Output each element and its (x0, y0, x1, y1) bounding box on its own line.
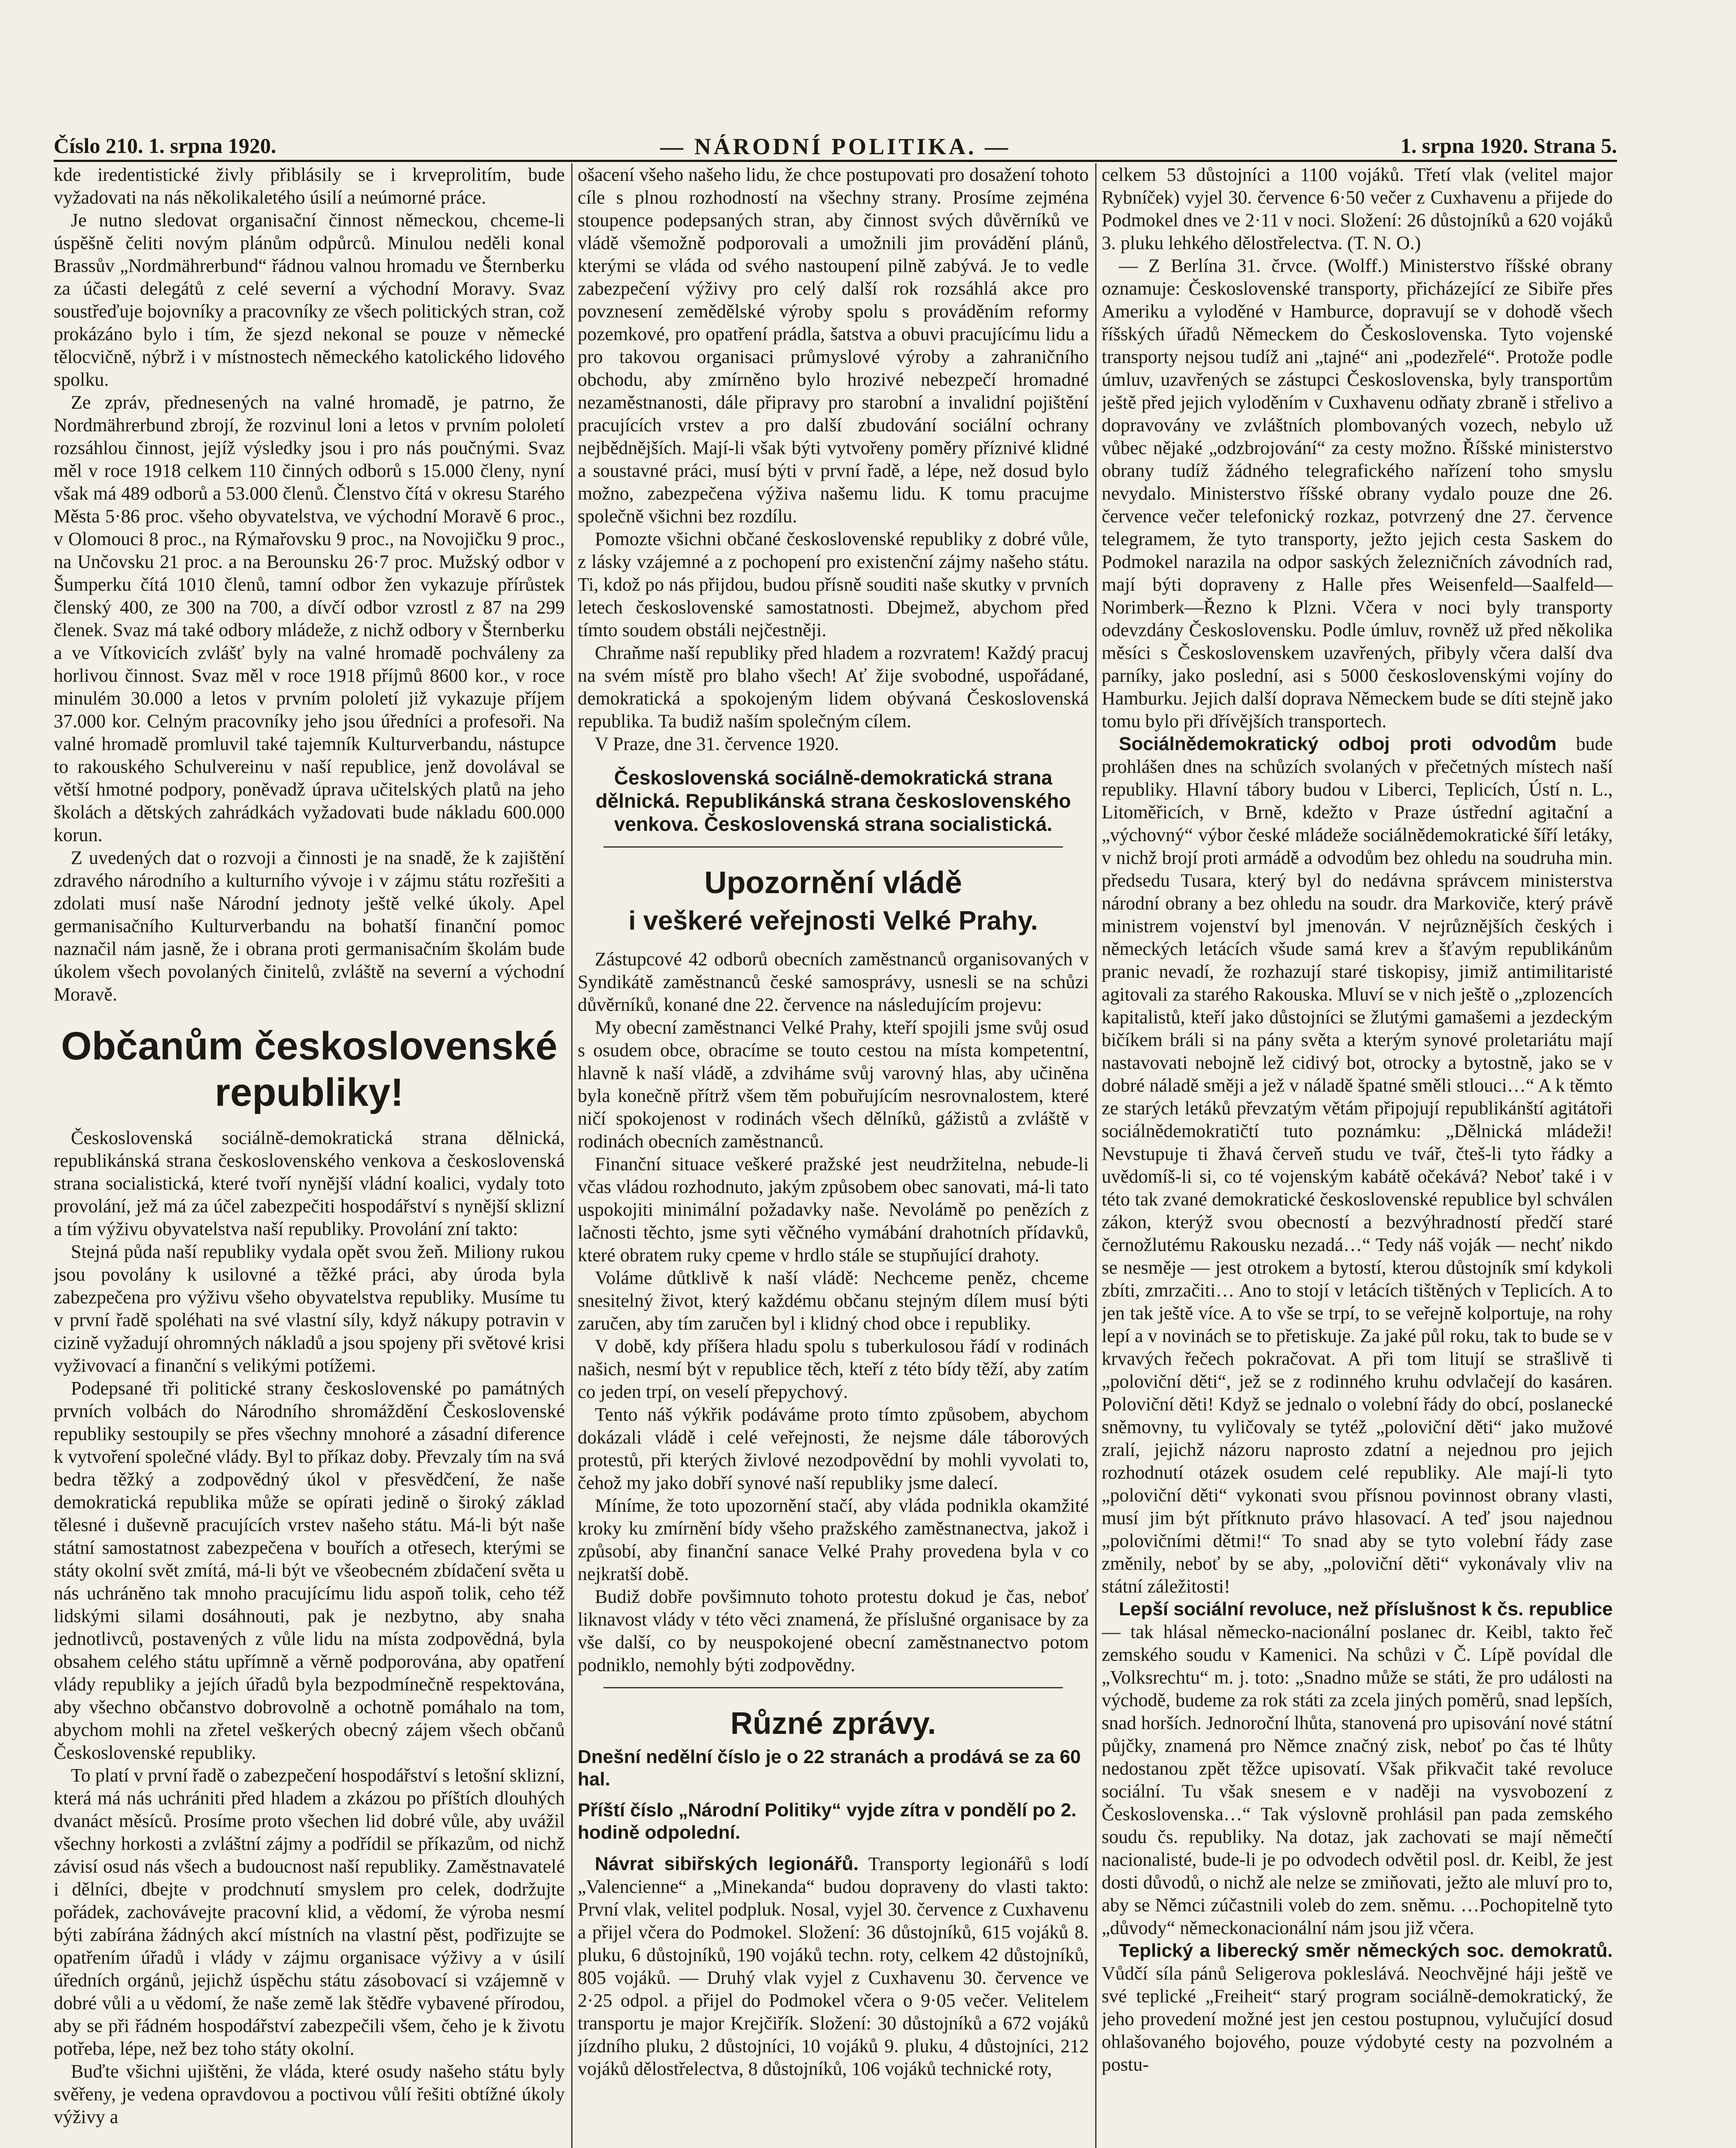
issue-number: Číslo 210. 1. srpna 1920. (54, 134, 277, 158)
page-number: 1. srpna 1920. Strana 5. (1400, 134, 1617, 158)
signatories: Československá sociálně-demokratická strana dělnická. Republikánská strana československého venkova. Československá strana socialistická. (595, 766, 1071, 835)
article-paragraph: To platí v první řadě o zabezpečení hospodářství s letošní sklizní, která má nás uchrániti před hladem a zkázou po příštích dlouhých dvanáct měsíců. Prosíme proto všechen lid dobré vůle, aby uvážil všechny horkosti a zvláštní zájmy a podřídil se příkazům, od nichž závisí osud nás všech a budoucnost naší republiky. Zaměstnavatelé i dělníci, dbejte v prodchnutí smyslem pro celek, dodržujte pořádek, zachovávejte pracovní klid, a vědomí, že výroba nesmí býti zabírána žádných akcí místních na vlastní pěst, podřizujte se opatřením úřadů i vlády v zájmu organisace výživy a v úsilí úředních orgánů, jejichž úspěchu státu zásobovací si vzájemně v dobré vůli a u vědomí, že naše země lak štědře vybavené přírodou, aby se při řádném hospodářství zabezpečili všem, čeho je k životu potřeba, lépe, než bez toho státy okolní. (54, 1765, 565, 2059)
news-lead: Návrat sibiřských legionářů. (595, 1853, 859, 1874)
article-paragraph: Finanční situace veškeré pražské jest neudržitelna, nebude-li včas vládou rozhodnuto, jakým způsobem obec sanovati, má-li tato uspokojiti minimální požadavky naše. Nevolámě po penězích z lačnosti těchto, jsme syti věčného vymábání drahotních přídavků, které obratem ruky cpeme v hrdlo stále se stupňující drahoty. (578, 1153, 1089, 1266)
article-paragraph: Je nutno sledovat organisační činnost německou, chceme-li úspěšně čeliti novým plánům odpůrců. Minulou neděli konal Brassův „Nordmährerbund“ řádnou valnou hromadu ve Šternberku za účasti delegátů z celé severní a východní Moravy. Svaz soustřeďuje bojovníky a pracovníky ze všech politických stran, což prokázáno bylo i tím, že sjezd nekonal se pouze v německé tělocvičně, nýbrž i v místnostech německého katolického lidového spolku. (54, 210, 565, 390)
news-lead: Teplický a liberecký směr německých soc. demokratů. (1119, 1940, 1613, 1961)
column-divider-1 (571, 163, 573, 2148)
news-item (1102, 1939, 1613, 2076)
article-paragraph: Československá sociálně-demokratická strana dělnická, republikánská strana československého venkova a československá strana socialistická, které tvoří nynější vládní koalici, vydaly toto provolání, jež má za účel zabezpečiti hospodářství s nynější sklizní a tím výživu obyvatelstva naší republiky. Provolání zní takto: (54, 1127, 565, 1239)
news-item (1102, 1598, 1613, 1939)
header-rule (54, 160, 1617, 162)
subheadline-public-of-prague: i veškeré veřejnosti Velké Prahy. (628, 906, 1038, 936)
notice-next-issue: Příští číslo „Národní Politiky“ vyjde zítra v pondělí po 2. hodině odpolední. (578, 1800, 1077, 1843)
article-paragraph: Zástupcové 42 odborů obecních zaměstnanců organisovaných v Syndikátě zaměstnanců české samosprávy, usnesli se na schůzi důvěrníků, konané dne 22. července na následujícím projevu: (578, 949, 1089, 1015)
headline-warning-to-government: Upozornění vládě (704, 866, 962, 900)
headline-call-to-citizens: Občanům československé republiky! (61, 1024, 557, 1114)
article-paragraph: Stejná půda naší republiky vydala opět svou žeň. Miliony rukou jsou povolány k usilovné a těžké práci, aby úroda byla zabezpečena pro výživu všeho obyvatelstva republiky. Musíme tu v první řadě spoléhati na své vlastní síly, když nákupy potravin v cizině vyžadují ohromných nákladů a jsou spojeny při světové krisi vyživovací a finanční s velikými potížemi. (54, 1241, 565, 1376)
article-paragraph: ošacení všeho našeho lidu, že chce postupovati pro dosažení tohoto cíle s plnou rozhodností na všechny strany. Prosíme zejména stoupence podepsaných stran, aby činnost svých důvěrníků ve vládě všemožně podporovali a umožnili jim provádění plánů, kterými se vláda od svého nastoupení pilně zabývá. Je to vedle zabezpečení výživy pro celý další rok rozsáhlá akce pro povznesení zemědělské výroby spolu s prováděním reformy pozemkové, pro opatření prádla, šatstva a obuvi pracujícímu lidu a pro takovou organisaci průmyslové výroby a zahraničního obchodu, aby zmírněno bylo hrozivé nebezpečí hromadné nezaměstnanosti, dále připravy pro starobní a invalidní pojištění pracujících vrstev a pro další zbudování sociální ochrany nejbědnějších. Mají-li však býti vytvořeny poměry příznivé klidné a soustavné práci, musí býti v první řadě, a lépe, než dosud bylo možno, zabezpečena výživa našemu lidu. K tomu pracujme společně všichni bez rozdílu. (578, 164, 1089, 527)
news-body: — tak hlásal německo-nacionální poslanec dr. Keibl, takto řeč zemského soudu v Kamenici. Na schůzi v Č. Lípě povídal dle „Volksrechtu“ m. j. toto: „Snadno může se státi, že pro události na východě, budeme za rok státi za zcela jiných poměrů, snad lepších, snad horších. Jednoroční lhůta, stanovená pro upisování nové státní půjčky, znamená pro Němce značný zisk, neboť po čas té lhůty nedostanou zpět těžce upisovatí. Však přikvačit také revoluce sociální. Tu však snesem e v naději na vysvobození z Československa…“ Tak výslovně prohlásil pan pada zemského soudu čs. republiky. Na dotaz, jak zachovati se mají němečtí nacionalisté, bude-li je po odvodech odvětil posl. dr. Keibl, že jest dosti důvodů, o nichž ale nelze se zmiňovati, ježto ale mluví pro to, aby se Němci zúčastnili voleb do zem. sněmu. …Pochopitelně tyto „důvody“ německonacionální nám jsou již včera. (1102, 1621, 1613, 1938)
column-2 (578, 163, 1089, 2148)
article-paragraph: celkem 53 důstojníci a 1100 vojáků. Třetí vlak (velitel major Rybníček) vyjel 30. července 6·50 večer z Cuxhavenu a přijede do Podmokel dnes ve 2·11 v noci. Složení: 26 důstojníků a 620 vojáků 3. pluku lehkého dělostřelectva. (T. N. O.) (1102, 164, 1613, 253)
dateline: V Praze, dne 31. července 1920. (595, 733, 839, 754)
news-lead: Sociálnědemokratický odboj proti odvodům (1119, 733, 1557, 754)
article-paragraph: Z uvedených dat o rozvoji a činnosti je na snadě, že k zajištění zdravého národního a kulturního vývoje i v zájmu státu rozřešiti a zdolati musí naše Národní jednoty ještě velké úkoly. Apel germanisačního Kulturverbandu na bohatší finanční pomoc naznačil nám jasně, že i obrana proti germanisačním školám bude úkolem všech povolaných činitelů, zvláště na severní a východní Moravě. (54, 847, 565, 1005)
article-paragraph: Buďte všichni ujištěni, že vláda, které osudy našeho státu byly svěřeny, je vedena opravdovou a poctivou vůlí řešiti obtížné úkoly výživy a (54, 2061, 565, 2127)
article-paragraph: V době, kdy příšera hladu spolu s tuberkulosou řádí v rodinách našich, nesmí být v republice těch, kteří z této bídy těží, aby zatím co jeden trpí, on veselí přepychový. (578, 1336, 1089, 1402)
article-paragraph: Voláme důtklivě k naší vládě: Nechceme peněz, chceme snesitelný život, který každému občanu stejným dílem musí býti zaručen, aby tím zaručen byl i klidný chod obce i republiky. (578, 1267, 1089, 1334)
section-divider (603, 1687, 1063, 1688)
news-item (1102, 732, 1613, 1598)
article-paragraph: Míníme, že toto upozornění stačí, aby vláda podnikla okamžité kroky ku zmírnění bídy všeho pražského zaměstnanectva, jakož i způsobí, aby finanční sanace Velké Prahy provedena byla v co nejkratší době. (578, 1495, 1089, 1584)
headline-various-news: Různé zprávy. (730, 1706, 936, 1741)
article-paragraph: — Z Berlína 31. črvce. (Wolff.) Ministerstvo říšské obrany oznamuje: Československé transporty, přicházející ze Sibiře přes Ameriku a vyloděné v Hamburce, dopravují se v dohodě všech říšských úřadů Německem do Československa. Tyto vojenské transporty nejsou tudíž ani „tajné“ ani „podezřelé“. Protože podle úmluv, uzavřených se zástupci Československa, byly transportům ještě před jejich vyloděním v Cuxhavenu odňaty zbraně i střelivo a dopravovány ve zvláštních plombovaných vozech, nebylo už vůbec nějaké „odzbrojování“ za cesty možno. Říšské ministerstvo obrany tudíž žádného telegrafického nařízení toho smyslu nevydalo. Ministerstvo říšské obrany vydalo pouze dne 26. července večer telefonický rozkaz, potvrzený dne 27. července telegramem, že tyto transporty, ježto jejich cesta Saskem do Podmokel narazila na odpor saských železničních závodních rad, mají býti dopraveny z Halle přes Weisenfeld—Saalfeld—Norimberk—Řezno k Plzni. Včera v noci byly transporty odevzdány Československu. Podle úmluv, rovněž už před několika měsíci s Československem uzavřených, přibyly včera další dva parníky, jako poslední, asi s 5000 československými vojíny do Hamburku. Jejich další doprava Německem bude se díti stejně jako tomu bylo při dřívějších transportech. (1102, 255, 1613, 732)
article-paragraph: kde iredentistické živly přiblásily se i krveprolitím, bude vyžadovati na nás několikaletého úsilí a neúmorné práce. (54, 164, 565, 208)
news-body: Transporty legionářů s lodí „Valencienne“ a „Minekanda“ budou dopraveny do vlasti takto: První vlak, velitel podpluk. Nosal, vyjel 30. července z Cuxhavenu a přijel včera do Podmokel. Složení: 36 důstojníků, 615 vojáků 8. pluku, 6 důstojníků, 190 vojáků techn. roty, celkem 42 důstojníků, 805 vojáků. — Druhý vlak vyjel z Cuxhavenu 30. července ve 2·25 odpol. a přijel do Podmokel včera o 9·05 večer. Velitelem transportu je major Krejčiřík. Složení: 30 důstojníků a 672 vojáků jízdního pluku, 2 důstojníci, 10 vojáků 9. pluku, 4 důstojníci, 212 vojáků dělostřelectva, 8 důstojníků, 106 vojáků technické roty, (578, 1853, 1089, 2079)
article-paragraph: Podepsané tři politické strany československé po památných prvních volbách do Národního shromáždění Československé republiky sestoupily se přes všechny mnohoré a zásadní diference k vytvoření společné vlády. Byl to příkaz doby. Převzaly tím na svá bedra těžký a zodpovědný úkol v přesvědčení, že naše demokratická republika může se opírati jedině o široký základ tělesné i duševně pracujících vrstev našeho státu. Má-li být naše státní samostatnost zabezpečena v bouřích a otřesech, kterými se státy okolní svět zmítá, má-li být ve všeobecném zbídačení světa u nás uchráněno tak mnoho pracujícímu lidu aspoň tolik, ceho též lidskými silami dosáhnouti, pak je nezbytno, aby snaha jednotlivců, postavených z vůle lidu na místa zodpovědná, byla obsahem celého státu upřímně a věrně podporována, aby opatření vlády republiky a jejích úřadů byla bezpodmínečně respektována, aby všechno občanstvo dobrovolně a ochotně pomáhalo na tom, abychom mohli na zřetel veškerých obecný zájem všech občanů Československé republiky. (54, 1378, 565, 1763)
page-header (54, 133, 1617, 159)
news-item (578, 1852, 1089, 2080)
news-body: bude prohlášen dnes na schůzích svolaných v přečetných místech naší republiky. Hlavní tábory budou v Liberci, Teplicích, Ústí n. L., Litoměřicích, v Brně, kdežto v Praze ústřední agitační a „výchovný“ výbor české mládeže sociálnědemokratické šíří letáky, v nichž brojí proti armádě a odvodům bez ohledu na soudruha min. předsedu Tusara, který byl do nedávna správcem ministerstva národní obrany a bez ohledu na soudr. dra Markoviče, který právě ministrem vojenství byl jmenován. V nejrůznějších českých i německých letácích všude samá krev a šťavým republikánům pranic nevadí, že rozhazují staré tiskopisy, jimiž antimilitaristé agitovali za starého Rakouska. Mluví se v nich ještě o „zplozencích kapitalistů, kteří jako důstojníci se žlutými gamašemi a jezdeckým bičíkem bráli si na pány světa a kterým synové proletariátu mají nastavovati nebojně lež cidivý bot, otrocky a bytostně, jako se v dobré náladě směji a jež v náladě špatné směli stlouci…“ A k těmto ze starých letáků převzatým větám připojují republikánští agitátoři sociálnědemokratičtí tuto poznámku: „Dělnická mládeži! Nevstupuje ti žhavá červeň studu ve tvář, čteš-li tyto řádky a uvědomíš-li si, co té vojenským kabátě očekává? Neboť také i v této tak zvané demokratické československé republice byl schválen zákon, kterýž svou obecností a bezvýhradností předčí staré černožlutému Rakousku nezadá…“ Tedy náš voják — nechť nikdo se nesměje — jest otrokem a bytostí, kterou důstojník smí kdykoli zbíti, zmrzačiti… Ano to stojí v letácích tištěných v Teplicích. A to jen tak ještě více. A to vše se trpí, to se veřejně kolportuje, na rohy lepí a v novinách se to přetiskuje. Za jaké půl roku, tak to bude se v krvavých řečech pokračovat. A při tom litují se strašlivě ti „poloviční děti“, jež se z rodinného kruhu odvlačejí do kasáren. Poloviční děti! Když se jednalo o volební řády do obcí, poslanecké sněmovny, tu vyličovaly se tytéž „poloviční děti“ jako mužové zralí, jejichž názoru naprosto zdatní a nejednou pro jejich rozhodnutí otázek osudem celé republiky. Ale mají-li tyto „poloviční děti“ vykonati svou přísnou povinnost obrany vlasti, musí jim být přítknuto právo hlasovací. A teď jsou najednou „polovičními dětmi!“ To snad aby se tyto volební řády zase změnily, neboť by se aby, „poloviční děti“ vykonávaly vliv na státní záležitosti! (1102, 733, 1613, 1597)
section-divider (603, 846, 1063, 848)
article-paragraph: My obecní zaměstnanci Velké Prahy, kteří spojili jsme svůj osud s osudem obce, obracíme se touto cestou na místa kompetentní, hlavně k naší vládě, a zdviháme svůj varovný hlas, aby učiněna byla konečně přítrž všem těm pobuřujícím nesrovnalostem, které ničí spokojenost v rodinách všech dělníků, gážistů a zvláště v rodinách obecních zaměstnanců. (578, 1017, 1089, 1152)
news-body: Vůdčí síla pánů Seligerova pokleslává. Neochvějné háji ještě ve své teplické „Freiheit“ starý program sociálně-demokratický, že jeho provedení možné jest jen cestou postupnou, vylučující dosud ohlašovaného bojového, pouze výdobyté cesty na pozvolném a postu- (1102, 1963, 1613, 2075)
notice-sunday-issue: Dnešní nedělní číslo je o 22 stranách a prodává se za 60 hal. (578, 1746, 1081, 1790)
column-1 (54, 163, 565, 2148)
column-3 (1102, 163, 1613, 2148)
news-lead: Lepší sociální revoluce, než příslušnost k čs. republice (1119, 1599, 1613, 1620)
article-paragraph: Chraňme naší republiky před hladem a rozvratem! Každý pracuj na svém místě pro blaho všech! Ať žije svobodné, uspořádané, demokratická a spokojeným lidem obývaná Československá republika. Ta budiž naším společným cílem. (578, 642, 1089, 732)
article-paragraph: Tento náš výkřik podáváme proto tímto způsobem, abychom dokázali vládě i celé veřejnosti, že nejsme dále táborových protestů, při kterých živlové nezodpovědní by mohli vyvolati to, čehož my jako dobří synové naší republiky jsme dalecí. (578, 1404, 1089, 1493)
masthead-title: — NÁRODNÍ POLITIKA. — (660, 134, 1011, 159)
article-paragraph: Pomozte všichni občané československé republiky z dobré vůle, z lásky vzájemné a z pochopení pro existenční zájmy našeho státu. Ti, kdož po nás přijdou, budou přísně souditi naše skutky v prvních letech československé samostatnosti. Dbejmež, abychom před tímto soudem obstáli nejčestněji. (578, 528, 1089, 641)
column-divider-2 (1095, 163, 1096, 2148)
article-paragraph: Budiž dobře povšimnuto tohoto protestu dokud je čas, neboť liknavost vlády v této věci znamená, že příslušné organisace by za vše další, co by neuspokojené obecní zaměstnanectvo potom podniklo, nemohly býti zodpovědny. (578, 1586, 1089, 1675)
article-paragraph: Ze zpráv, přednesených na valné hromadě, je patrno, že Nordmährerbund zbrojí, že rozvinul loni a letos v prvním pololetí rozsáhlou činnost, jejíž výsledky jsou i pro nás poučnými. Svaz měl v roce 1918 celkem 110 činných odborů s 15.000 členy, nyní však má 489 odborů a 53.000 členů. Členstvo čítá v okresu Starého Města 5·86 proc. všeho obyvatelstva, ve východní Moravě 6 proc., v Olomouci 8 proc., na Rýmařovsku 9 proc., na Novojičku 9 proc., na Unčovsku 21 proc. a na Berounsku 26·7 proc. Mužský odbor v Šumperku čítá 1010 členů, tamní odbor žen vykazuje přírůstek členský 400, ze 300 na 700, a dívčí odbor vzrostl z 87 na 299 členek. Svaz má také odbory mládeže, z nichž odbory v Šternberku a ve Vítkovicích zvlášť byly na valné hromadě pochváleny za horlivou činnost. Svaz měl v roce 1918 příjmů 8600 kor., v roce minulém 30.000 a letos v prvním pololetí již vykazuje příjem 37.000 kor. Celným pracovníky jeho jsou úředníci a profesoři. Na valné hromadě promluvil také tajemník Kulturverbandu, nástupce to rakouského Schulvereinu v naší republice, jenž dovolával se větší hmotné podpory, poněvadž úprava učitelských platů na jeho školách a dětských zahrádkách vyžadovati bude nákladu 600.000 korun. (54, 392, 565, 845)
